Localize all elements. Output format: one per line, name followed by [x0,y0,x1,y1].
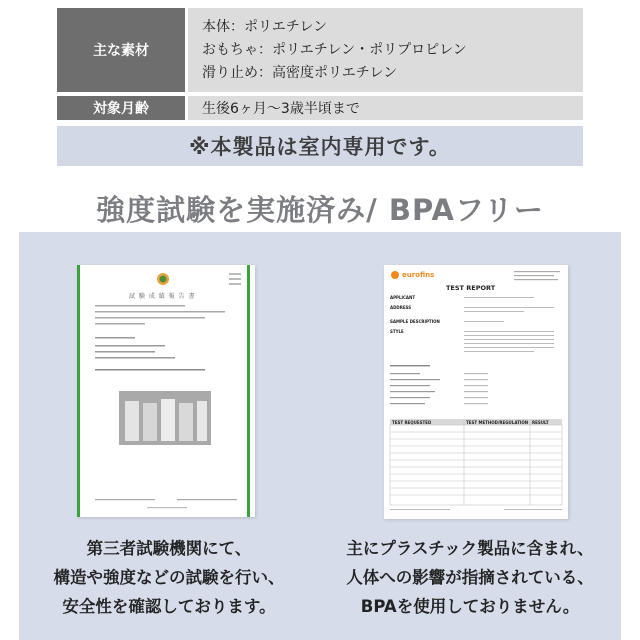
eurofins-test-report-image [384,265,568,519]
caption-line: BPAを使用しておりません。 [360,597,580,616]
table-header: TEST REQUESTED [392,420,432,425]
report-title: 試 験 成 績 報 告 書 [129,293,196,300]
indoor-only-notice: ※本製品は室内専用です。 [57,126,583,166]
section-label: APPLICANT [390,295,416,300]
material-line: おもちゃ：ポリエチレン・ポリプロピレン [202,41,467,58]
eurofins-logo-text: eurofins [402,271,435,279]
age-value: 生後6ヶ月〜3歳半頃まで [188,96,583,120]
test-report-title: TEST REPORT [446,284,496,292]
age-row [57,96,583,120]
material-row [57,8,583,92]
caption-line: 構造や強度などの試験を行い、 [53,568,285,587]
material-line: 本体：ポリエチレン [202,18,328,35]
caption-bpa-free [320,534,620,621]
caption-third-party-testing [19,534,319,621]
age-label: 対象月齢 [57,96,185,120]
material-value [188,8,583,92]
report-document-graphic [77,265,255,517]
section-label: SAMPLE DESCRIPTION [390,319,440,324]
spec-table [57,8,583,124]
caption-line: 人体への影響が指摘されている、 [346,568,594,587]
certificate-panel [19,232,621,640]
page-headline: 強度試験を実施済み/ BPAフリー [96,193,544,227]
caption-line: 主にプラスチック製品に含まれ、 [346,539,594,558]
table-header: TEST METHOD/REGULATION [466,420,529,425]
section-label: STYLE [390,329,404,334]
caption-line: 第三者試験機関にて、 [86,539,252,558]
test-result-report-image [77,265,255,517]
eurofins-document-graphic [384,265,568,519]
eurofins-logo-icon [391,271,399,279]
material-label: 主な素材 [57,8,185,92]
section-label: ADDRESS [390,305,412,310]
table-header: RESULT [532,420,549,425]
material-line: 滑り止め：高密度ポリエチレン [202,64,398,81]
caption-line: 安全性を確認しております。 [62,597,276,616]
